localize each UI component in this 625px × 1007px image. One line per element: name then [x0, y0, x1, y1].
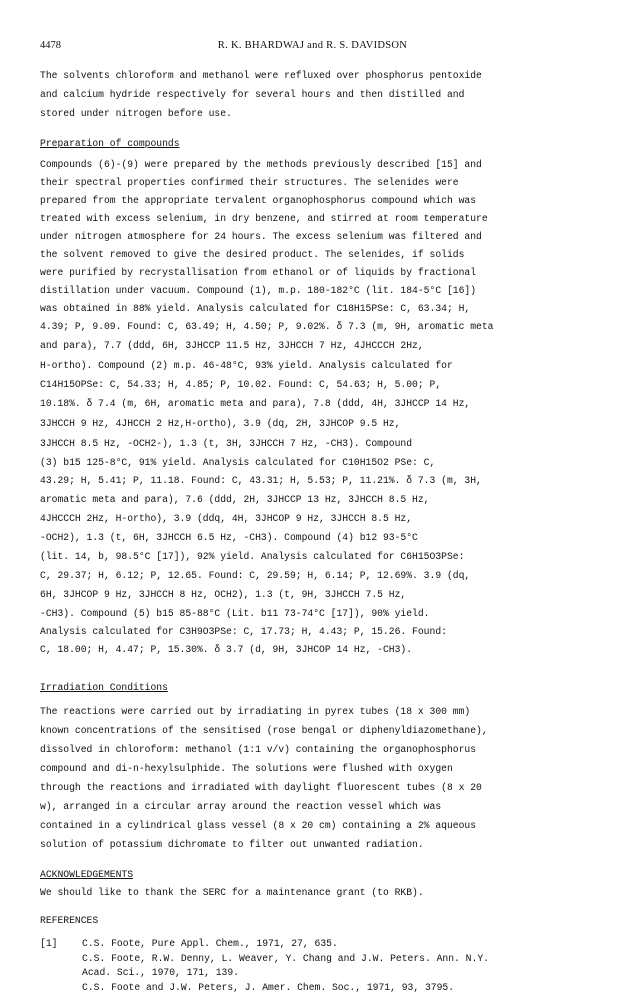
text-line: The reactions were carried out by irradiating in pyrex tubes (18 x 300 mm): [40, 706, 471, 717]
text-line: treated with excess selenium, in dry benzene, and stirred at room temperature: [40, 213, 488, 224]
text-line: their spectral properties confirmed their structures. The selenides were: [40, 177, 459, 188]
text-line: and calcium hydride respectively for several hours and then distilled and: [40, 89, 465, 100]
reference-line: C.S. Foote and J.W. Peters, J. Amer. Chem. Soc., 1971, 93, 3795.: [82, 982, 455, 993]
page-header: [40, 40, 585, 54]
section-heading-irradiation: Irradiation Conditions: [40, 682, 168, 693]
text-line: Compounds (6)-(9) were prepared by the methods previously described [15] and: [40, 159, 482, 170]
text-line: known concentrations of the sensitised (rose bengal or diphenyldiazomethane),: [40, 725, 488, 736]
acknowledgement-text: We should like to thank the SERC for a maintenance grant (to RKB).: [40, 887, 424, 898]
reference-line: C.S. Foote, Pure Appl. Chem., 1971, 27, 635.: [82, 938, 338, 949]
text-line: prepared from the appropriate tervalent organophosphorus compound which was: [40, 195, 477, 206]
text-line: -CH3). Compound (5) b15 85-88°C (Lit. b11 73-74°C [17]), 90% yield.: [40, 608, 430, 619]
text-line: were purified by recrystallisation from ethanol or of liquids by fractional: [40, 267, 477, 278]
section-heading-references: REFERENCES: [40, 915, 99, 926]
text-line: 10.18%. δ 7.4 (m, 6H, aromatic meta and para), 7.8 (ddd, 4H, 3JHCCP 14 Hz,: [40, 398, 471, 409]
text-line: C14H15OPSe: C, 54.33; H, 4.85; P, 10.02. Found: C, 54.63; H, 5.00; P,: [40, 379, 442, 390]
text-line: (3) b15 125-8°C, 91% yield. Analysis calculated for C10H15O2 PSe: C,: [40, 457, 436, 468]
running-authors: R. K. BHARDWAJ and R. S. DAVIDSON: [217, 40, 408, 51]
text-line: through the reactions and irradiated with daylight fluorescent tubes (8 x 20: [40, 782, 482, 793]
reference-line: C.S. Foote, R.W. Denny, L. Weaver, Y. Chang and J.W. Peters. Ann. N.Y.: [82, 953, 489, 964]
text-line: aromatic meta and para), 7.6 (ddd, 2H, 3JHCCP 13 Hz, 3JHCCH 8.5 Hz,: [40, 494, 430, 505]
text-line: and para), 7.7 (ddd, 6H, 3JHCCP 11.5 Hz, 3JHCCH 7 Hz, 4JHCCCH 2Hz,: [40, 340, 424, 351]
text-line: -OCH2), 1.3 (t, 6H, 3JHCCH 6.5 Hz, -CH3). Compound (4) b12 93-5°C: [40, 532, 418, 543]
text-line: under nitrogen atmosphere for 24 hours. The excess selenium was filtered and: [40, 231, 482, 242]
text-line: The solvents chloroform and methanol were refluxed over phosphorus pentoxide: [40, 70, 482, 81]
text-line: distillation under vacuum. Compound (1), m.p. 180-182°C (lit. 184-5°C [16]): [40, 285, 477, 296]
text-line: was obtained in 88% yield. Analysis calculated for C18H15PSe: C, 63.34; H,: [40, 303, 471, 314]
text-line: 43.29; H, 5.41; P, 11.18. Found: C, 43.31; H, 5.53; P, 11.21%. δ 7.3 (m, 3H,: [40, 475, 482, 486]
text-line: compound and di-n-hexylsulphide. The solutions were flushed with oxygen: [40, 763, 453, 774]
text-line: H-ortho). Compound (2) m.p. 46-48°C, 93% yield. Analysis calculated for: [40, 360, 453, 371]
reference-number: [1]: [40, 938, 58, 949]
text-line: solution of potassium dichromate to filter out unwanted radiation.: [40, 839, 424, 850]
text-line: (lit. 14, b, 98.5°C [17]), 92% yield. Analysis calculated for C6H15O3PSe:: [40, 551, 465, 562]
text-line: 4.39; P, 9.09. Found: C, 63.49; H, 4.50; P, 9.02%. δ 7.3 (m, 9H, aromatic meta: [40, 321, 494, 332]
text-line: stored under nitrogen before use.: [40, 108, 232, 119]
text-line: 4JHCCCH 2Hz, H-ortho), 3.9 (ddq, 4H, 3JHCOP 9 Hz, 3JHCCH 8.5 Hz,: [40, 513, 413, 524]
text-line: 3JHCCH 8.5 Hz, -OCH2-), 1.3 (t, 3H, 3JHCCH 7 Hz, -CH3). Compound: [40, 438, 413, 449]
text-line: 6H, 3JHCOP 9 Hz, 3JHCCH 8 Hz, OCH2), 1.3 (t, 9H, 3JHCCH 7.5 Hz,: [40, 589, 407, 600]
text-line: C, 18.00; H, 4.47; P, 15.30%. δ 3.7 (d, 9H, 3JHCOP 14 Hz, -CH3).: [40, 644, 413, 655]
text-line: 3JHCCH 9 Hz, 4JHCCH 2 Hz,H-ortho), 3.9 (dq, 2H, 3JHCOP 9.5 Hz,: [40, 418, 401, 429]
text-line: dissolved in chloroform: methanol (1:1 v/v) containing the organophosphorus: [40, 744, 477, 755]
section-heading-acknowledgements: ACKNOWLEDGEMENTS: [40, 869, 134, 880]
page-number: 4478: [40, 40, 61, 51]
reference-line: Acad. Sci., 1970, 171, 139.: [82, 967, 239, 978]
section-heading-preparation: Preparation of compounds: [40, 138, 180, 149]
text-line: Analysis calculated for C3H9O3PSe: C, 17.73; H, 4.43; P, 15.26. Found:: [40, 626, 447, 637]
text-line: the solvent removed to give the desired product. The selenides, if solids: [40, 249, 465, 260]
text-line: contained in a cylindrical glass vessel (8 x 20 cm) containing a 2% aqueous: [40, 820, 477, 831]
text-line: w), arranged in a circular array around the reaction vessel which was: [40, 801, 442, 812]
text-line: C, 29.37; H, 6.12; P, 12.65. Found: C, 29.59; H, 6.14; P, 12.69%. 3.9 (dq,: [40, 570, 471, 581]
